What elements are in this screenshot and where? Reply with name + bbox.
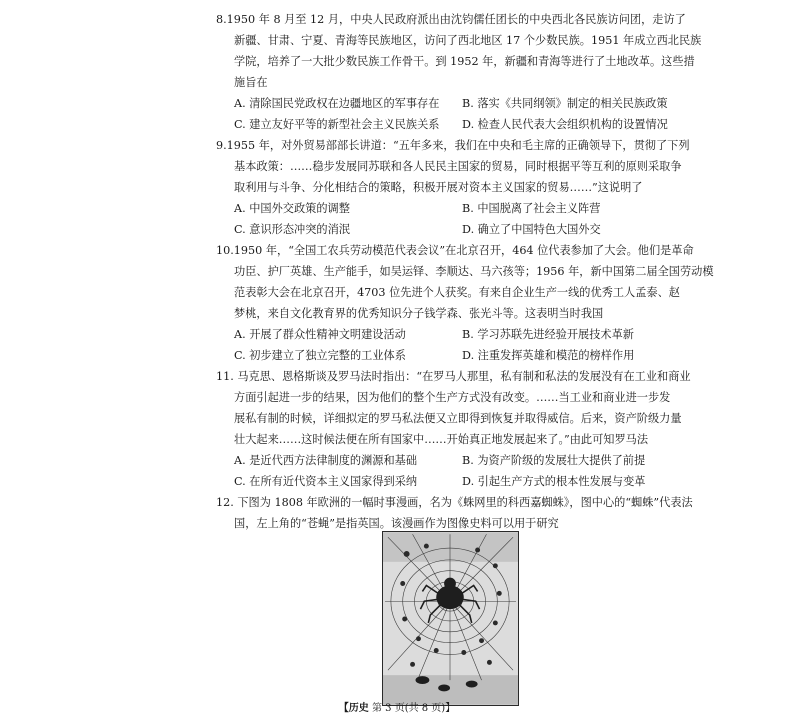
question-10: [216, 240, 714, 366]
question-8: [216, 9, 702, 135]
question-11: [216, 366, 691, 492]
question-9-option-a[interactable]: A. 中国外交政策的调整: [234, 202, 350, 215]
question-9-options-row-2: [216, 219, 676, 240]
question-12-line-2: 国，左上角的“苍蝇”是指英国。该漫画作为图像史料可以用于研究: [234, 517, 559, 530]
question-9-line-1: 9.1955 年，对外贸易部部长讲道：“五年多来，我们在中央和毛主席的正确领导下，贯彻了下列: [216, 139, 690, 152]
question-10-line-2: 功臣、护厂英雄、生产能手，如吴运铎、李顺达、马六孩等；1956 年，新中国第二届全国劳动模: [234, 265, 714, 278]
question-8-option-d[interactable]: D. 检查人民代表大会组织机构的设置情况: [462, 118, 668, 131]
footer-page: 第 3 页(共 8 页)】: [371, 703, 456, 714]
question-12-line-1: 12. 下图为 1808 年欧洲的一幅时事漫画，名为《蛛网里的科西嘉蜘蛛》，图中心的“蜘蛛”代表法: [216, 496, 693, 509]
question-11-option-d[interactable]: D. 引起生产方式的根本性发展与变革: [462, 475, 646, 488]
question-11-line-1: 11. 马克思、恩格斯谈及罗马法时指出：“在罗马人那里，私有制和私法的发展没有在工业和商业: [216, 370, 691, 383]
question-10-options-row-2: [216, 345, 676, 366]
question-8-option-a[interactable]: A. 清除国民党政权在边疆地区的军事存在: [234, 97, 440, 110]
question-11-option-a[interactable]: A. 是近代西方法律制度的渊源和基础: [234, 454, 418, 467]
question-10-option-c[interactable]: C. 初步建立了独立完整的工业体系: [234, 349, 406, 362]
question-11-options-row-2: [216, 471, 676, 492]
question-11-line-2: 方面引起进一步的结果，因为他们的整个生产方式没有改变。……当工业和商业进一步发: [234, 391, 671, 404]
question-8-options-row-2: [216, 114, 676, 135]
question-10-options-row-1: [216, 324, 676, 345]
question-8-line-3: 学院，培养了一大批少数民族工作骨干。到 1952 年，新疆和青海等进行了土地改革。这些措: [234, 55, 695, 68]
question-8-options-row-1: [216, 93, 676, 114]
question-10-line-1: 10.1950 年，“全国工农兵劳动模范代表会议”在北京召开，464 位代表参加了大会。他们是革命: [216, 244, 694, 257]
page-footer: [0, 702, 794, 716]
question-9-option-d[interactable]: D. 确立了中国特色大国外交: [462, 223, 601, 236]
question-11-option-b[interactable]: B. 为资产阶级的发展壮大提供了前提: [462, 454, 646, 467]
question-9-options-row-1: [216, 198, 676, 219]
question-9: [216, 135, 690, 240]
question-10-line-3: 范表彰大会在北京召开，4703 位先进个人获奖。有来自企业生产一线的优秀工人孟泰、赵: [234, 286, 680, 299]
question-8-line-1: 8.1950 年 8 月至 12 月，中央人民政府派出由沈钧儒任团长的中央西北各民族访问团，走访了: [216, 13, 686, 26]
question-9-line-3: 取利用与斗争、分化相结合的策略，积极开展对资本主义国家的贸易……”这说明了: [234, 181, 643, 194]
question-10-option-d[interactable]: D. 注重发挥英雄和模范的榜样作用: [462, 349, 635, 362]
question-8-option-c[interactable]: C. 建立友好平等的新型社会主义民族关系: [234, 118, 440, 131]
question-9-option-b[interactable]: B. 中国脱离了社会主义阵营: [462, 202, 601, 215]
question-10-option-a[interactable]: A. 开展了群众性精神文明建设活动: [234, 328, 406, 341]
question-12: [216, 492, 693, 534]
question-10-option-b[interactable]: B. 学习苏联先进经验开展技术革新: [462, 328, 634, 341]
question-10-line-4: 梦桃，来自文化教育界的优秀知识分子钱学森、张光斗等。这表明当时我国: [234, 307, 604, 320]
spider-web-cartoon: [382, 531, 519, 706]
question-9-option-c[interactable]: C. 意识形态冲突的消泯: [234, 223, 350, 236]
question-11-line-4: 壮大起来……这时候法便在所有国家中……开始真正地发展起来了。”由此可知罗马法: [234, 433, 649, 446]
question-11-line-3: 展私有制的时候，详细拟定的罗马私法便又立即得到恢复并取得威信。后来，资产阶级力量: [234, 412, 682, 425]
question-8-line-2: 新疆、甘肃、宁夏、青海等民族地区，访问了西北地区 17 个少数民族。1951 年成立西北民族: [234, 34, 702, 47]
question-11-option-c[interactable]: C. 在所有近代资本主义国家得到采纳: [234, 475, 418, 488]
spider-web-cartoon-icon: [383, 532, 518, 705]
footer-subject: 【历史: [338, 703, 369, 714]
question-9-line-2: 基本政策：……稳步发展同苏联和各人民民主国家的贸易，同时根据平等互利的原则采取争: [234, 160, 682, 173]
question-8-option-b[interactable]: B. 落实《共同纲领》制定的相关民族政策: [462, 97, 668, 110]
question-8-line-4: 施旨在: [234, 76, 268, 89]
question-11-options-row-1: [216, 450, 676, 471]
